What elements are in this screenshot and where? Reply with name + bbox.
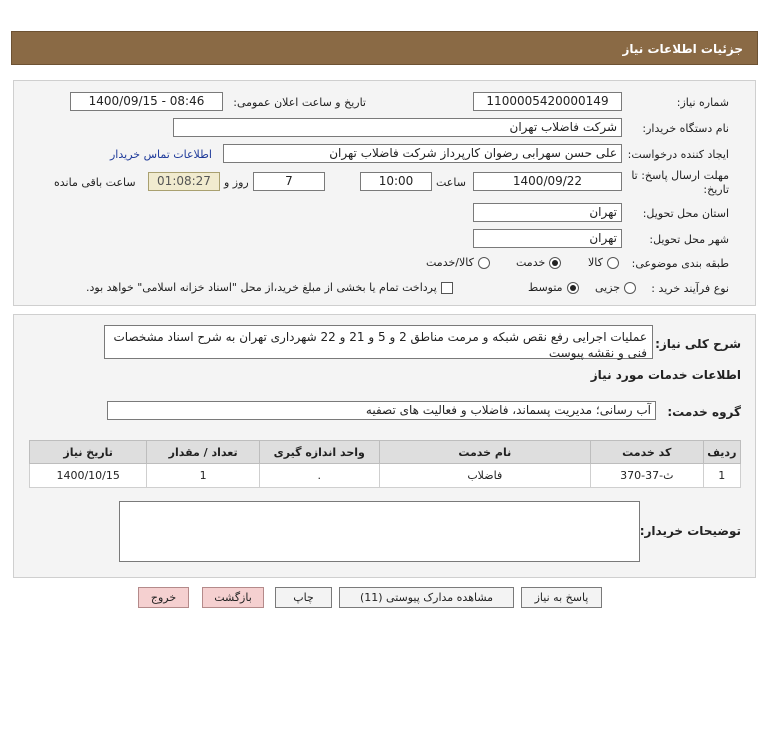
purchase-type-label: نوع فرآیند خرید :: [651, 282, 729, 295]
buyer-notes-field: [119, 501, 640, 562]
buyer-org-label: نام دستگاه خریدار:: [642, 122, 729, 135]
cell-service-code: ث-37-370: [590, 464, 703, 488]
radio-goods-service[interactable]: [478, 257, 490, 269]
radio-service[interactable]: [549, 257, 561, 269]
cell-unit: .: [259, 464, 379, 488]
days-field: 7: [253, 172, 325, 191]
need-info-panel: [13, 80, 756, 306]
print-button[interactable]: چاپ: [275, 587, 332, 608]
category-option-goods-service[interactable]: کالا/خدمت: [426, 256, 490, 269]
need-number-field: 1100005420000149: [473, 92, 622, 111]
days-label: روز و: [224, 176, 249, 189]
deadline-time-label: ساعت: [436, 176, 466, 189]
contact-info-link[interactable]: اطلاعات تماس خریدار: [110, 148, 212, 161]
col-unit: واحد اندازه گیری: [259, 441, 379, 464]
need-number-label: شماره نیاز:: [676, 96, 729, 109]
radio-medium[interactable]: [567, 282, 579, 294]
services-table: [29, 440, 741, 488]
back-button[interactable]: بازگشت: [202, 587, 264, 608]
general-desc-label: شرح کلی نیاز:: [655, 337, 741, 351]
exit-button[interactable]: خروج: [138, 587, 189, 608]
remaining-time-field: 01:08:27: [148, 172, 220, 191]
service-group-field: آب رسانی؛ مدیریت پسماند، فاضلاب و فعالیت های تصفیه: [107, 401, 656, 420]
cell-need-date: 1400/10/15: [30, 464, 147, 488]
radio-minor[interactable]: [624, 282, 636, 294]
payment-treasury-option[interactable]: پرداخت تمام یا بخشی از مبلغ خرید،از محل "اسناد خزانه اسلامی" خواهد بود.: [86, 281, 453, 294]
cell-quantity: 1: [147, 464, 260, 488]
cell-service-name: فاضلاب: [379, 464, 590, 488]
page-title: جزئیات اطلاعات نیاز: [11, 31, 758, 65]
col-row: ردیف: [703, 441, 740, 464]
payment-checkbox[interactable]: [441, 282, 453, 294]
need-details-panel: [13, 314, 756, 578]
category-label: طبقه بندی موضوعی:: [631, 257, 729, 270]
province-label: استان محل تحویل:: [642, 207, 729, 220]
category-option-service[interactable]: خدمت: [516, 256, 561, 269]
general-desc-field: عملیات اجرایی رفع نقص شبکه و مرمت مناطق 2 و 5 و 21 و 22 شهرداری تهران به شرح اسناد مشخصات فنی و نقشه پیوست: [104, 325, 653, 359]
deadline-label: مهلت ارسال پاسخ: تا تاریخ:: [631, 169, 729, 196]
radio-goods[interactable]: [607, 257, 619, 269]
service-group-label: گروه خدمت:: [667, 405, 741, 419]
buyer-notes-label: توضیحات خریدار:: [639, 524, 741, 538]
requester-field: علی حسن سهرابی رضوان کارپرداز شرکت فاضلاب تهران: [223, 144, 622, 163]
table-header-row: [30, 441, 741, 464]
city-field: تهران: [473, 229, 622, 248]
reply-button[interactable]: پاسخ به نیاز: [521, 587, 602, 608]
cell-row: 1: [703, 464, 740, 488]
col-quantity: تعداد / مقدار: [147, 441, 260, 464]
province-field: تهران: [473, 203, 622, 222]
purchase-type-option-medium[interactable]: متوسط: [528, 281, 579, 294]
deadline-time-field: 10:00: [360, 172, 432, 191]
buyer-org-field: شرکت فاضلاب تهران: [173, 118, 622, 137]
city-label: شهر محل تحویل:: [649, 233, 729, 246]
category-option-goods[interactable]: کالا: [588, 256, 619, 269]
table-row: [30, 464, 741, 488]
requester-label: ایجاد کننده درخواست:: [627, 148, 729, 161]
announce-field: 1400/09/15 - 08:46: [70, 92, 223, 111]
remaining-label: ساعت باقی مانده: [54, 176, 136, 189]
col-need-date: تاریخ نیاز: [30, 441, 147, 464]
col-service-code: کد خدمت: [590, 441, 703, 464]
services-heading: اطلاعات خدمات مورد نیاز: [590, 368, 741, 382]
col-service-name: نام خدمت: [379, 441, 590, 464]
view-attachments-button[interactable]: مشاهده مدارک پیوستی (11): [339, 587, 514, 608]
announce-label: تاریخ و ساعت اعلان عمومی:: [233, 96, 366, 109]
purchase-type-option-minor[interactable]: جزیی: [595, 281, 636, 294]
deadline-date-field: 1400/09/22: [473, 172, 622, 191]
